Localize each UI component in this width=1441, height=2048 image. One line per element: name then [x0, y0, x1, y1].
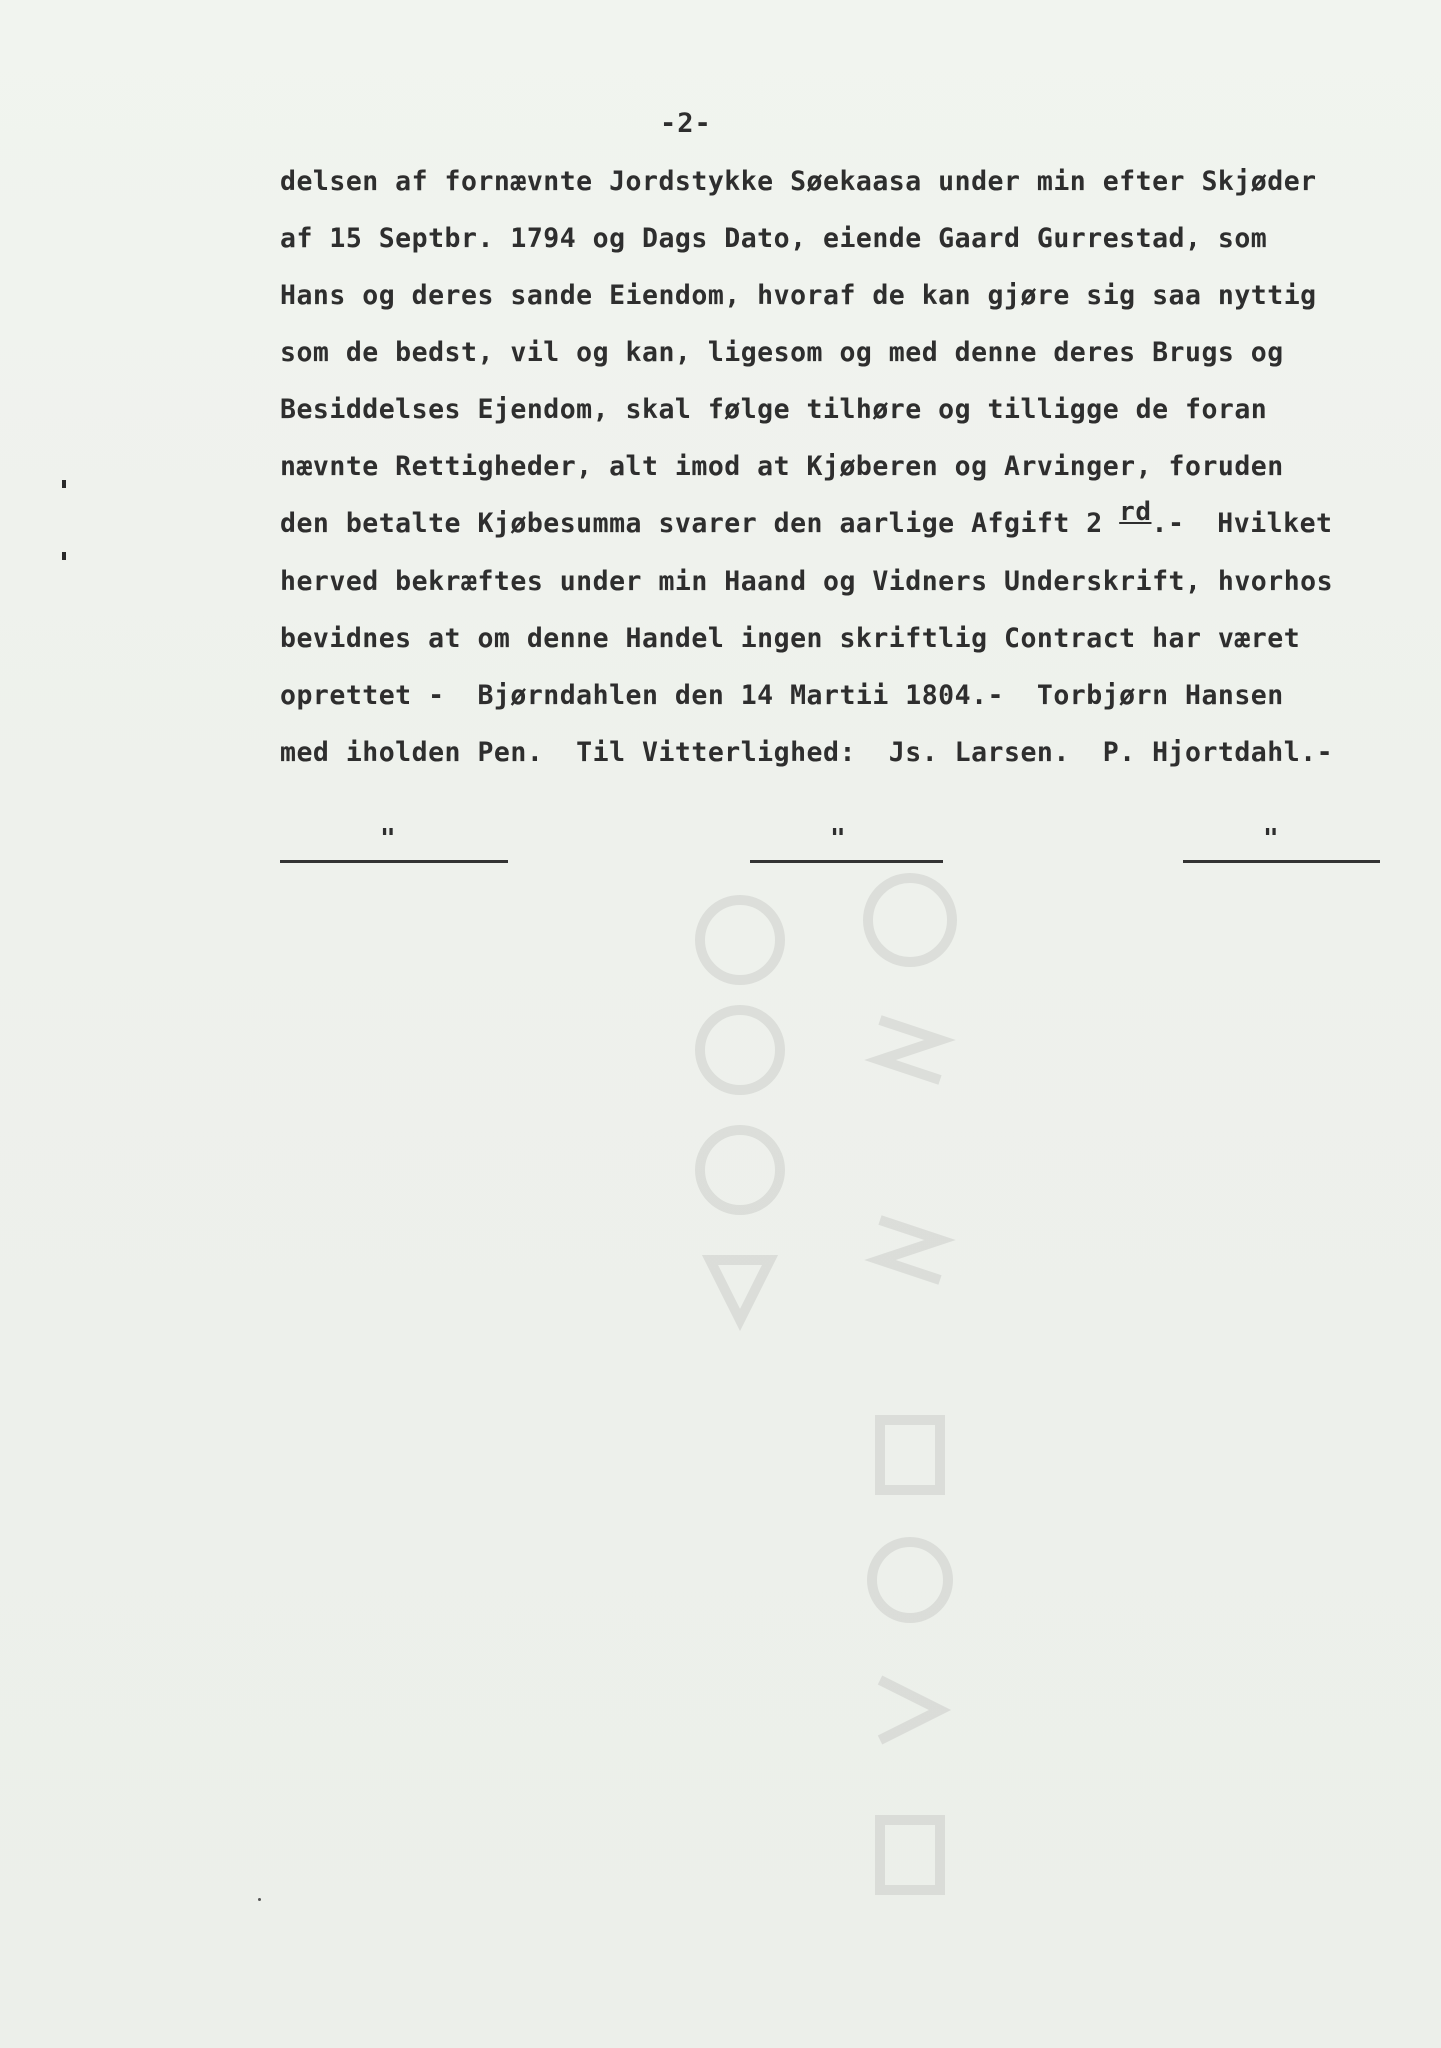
text-line: [280, 497, 1333, 539]
superscript-rd: rd: [1119, 497, 1152, 527]
text-line: nævnte Rettigheder, alt imod at Kjøberen og Arvinger, foruden: [280, 451, 1284, 482]
text-line: med iholden Pen. Til Vitterlighed: Js. Larsen. P. Hjortdahl.-: [280, 737, 1334, 768]
text-line: herved bekræftes under min Haand og Vidners Underskrift, hvorhos: [280, 566, 1334, 597]
text-line: Besiddelses Ejendom, skal følge tilhøre og tilligge de foran: [280, 394, 1268, 425]
text-line: bevidnes at om denne Handel ingen skriftlig Contract har været: [280, 623, 1301, 654]
text-line: Hans og deres sande Eiendom, hvoraf de kan gjøre sig saa nyttig: [280, 280, 1317, 311]
ditto-rule: [750, 824, 943, 863]
text-segment: .- Hvilket: [1151, 508, 1333, 539]
ditto-mark: ": [830, 824, 846, 854]
text-line: af 15 Septbr. 1794 og Dags Dato, eiende Gaard Gurrestad, som: [280, 223, 1268, 254]
ditto-rule: [1183, 824, 1380, 863]
speck: [258, 1898, 261, 1901]
margin-tick: [62, 480, 66, 488]
text-line: som de bedst, vil og kan, ligesom og med denne deres Brugs og: [280, 337, 1284, 368]
page-number: -2-: [660, 108, 712, 139]
ditto-mark: ": [380, 824, 396, 854]
ditto-rule: [280, 824, 508, 863]
text-line: delsen af fornævnte Jordstykke Søekaasa under min efter Skjøder: [280, 166, 1317, 197]
text-segment: den betalte Kjøbesumma svarer den aarlige Afgift 2: [280, 508, 1120, 539]
ditto-mark: ": [1263, 824, 1279, 854]
margin-tick: [62, 552, 66, 560]
text-line: oprettet - Bjørndahlen den 14 Martii 1804.- Torbjørn Hansen: [280, 680, 1284, 711]
